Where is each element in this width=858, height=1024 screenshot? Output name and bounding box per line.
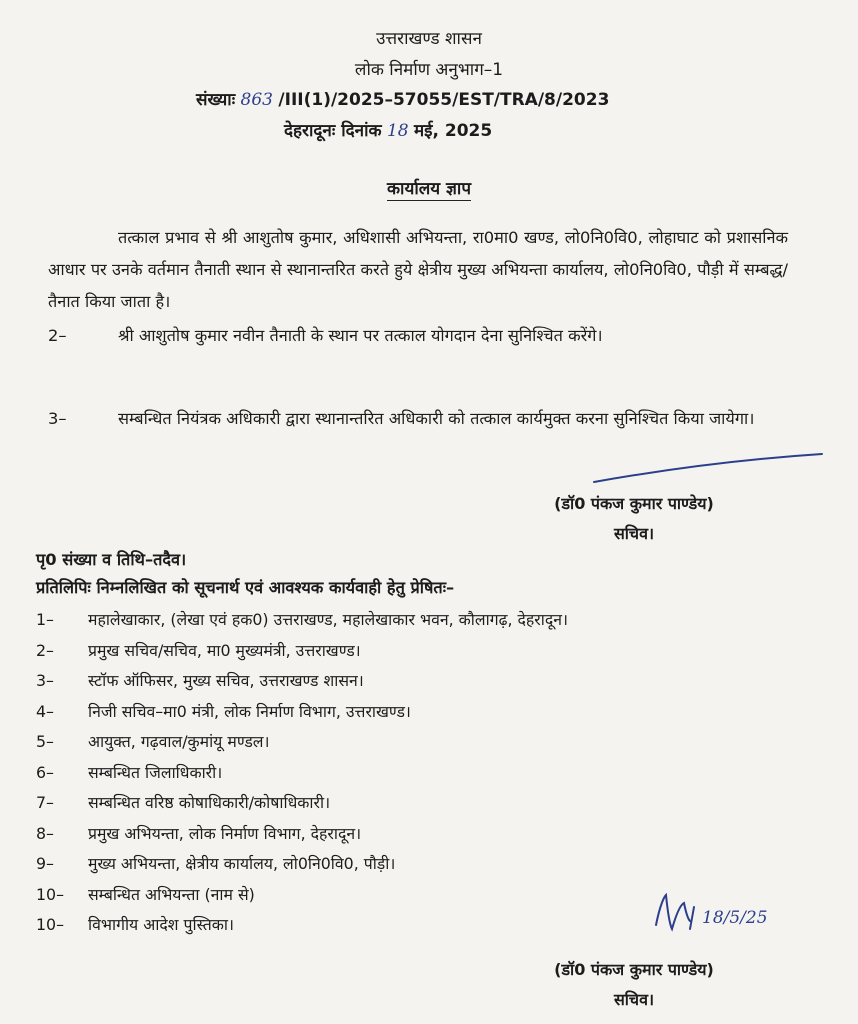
- signature-block-1: [514, 492, 754, 544]
- initials-date: 18/5/25: [702, 908, 768, 928]
- list-item: 7– सम्बन्धित वरिष्ठ कोषाधिकारी/कोषाधिकारी।: [36, 793, 331, 812]
- signatory-name: (डॉ0 पंकज कुमार पाण्डेय): [554, 494, 714, 513]
- handwritten-date: 18: [386, 121, 409, 141]
- date-label: देहरादूनः दिनांक: [284, 121, 382, 141]
- paragraph-1: तत्काल प्रभाव से श्री आशुतोष कुमार, अधिशासी अभियन्ता, रा0मा0 खण्ड, लो0नि0वि0, लोहाघाट को प्रशासनिक आधार पर उनके वर्तमान तैनाती स्थान से स्थानान्तरित करते हुये क्षेत्रीय मुख्य अभियन्ता कार्यालय, लो0नि0वि0, पौड़ी में सम्बद्ध/तैनात किया जाता है।: [48, 228, 788, 311]
- signatory-name: (डॉ0 पंकज कुमार पाण्डेय): [554, 960, 714, 979]
- list-item: 9– मुख्य अभियन्ता, क्षेत्रीय कार्यालय, लो0नि0वि0, पौड़ी।: [36, 854, 396, 873]
- paragraph-3: 3– सम्बन्धित नियंत्रक अधिकारी द्वारा स्थानान्तरित अधिकारी को तत्काल कार्यमुक्त करना सुनिश्चित किया जायेगा।: [48, 409, 755, 428]
- copy-to-heading: प्रतिलिपिः निम्नलिखित को सूचनार्थ एवं आवश्यक कार्यवाही हेतु प्रेषितः–: [36, 578, 455, 597]
- paragraph-2: 2– श्री आशुतोष कुमार नवीन तैनाती के स्थान पर तत्काल योगदान देना सुनिश्चित करेंगे।: [48, 326, 603, 345]
- signature-block-2: [514, 958, 754, 1010]
- handwritten-initials: [650, 885, 770, 945]
- signatory-designation: सचिव।: [613, 524, 655, 543]
- government-name: उत्तराखण्ड शासन: [376, 29, 482, 49]
- list-item: 4– निजी सचिव–मा0 मंत्री, लोक निर्माण विभाग, उत्तराखण्ड।: [36, 701, 411, 721]
- list-item: 10– सम्बन्धित अभियन्ता (नाम से): [36, 884, 255, 904]
- list-item: 8– प्रमुख अभियन्ता, लोक निर्माण विभाग, देहरादून।: [36, 823, 362, 843]
- list-item: 10– विभागीय आदेश पुस्तिका।: [36, 915, 234, 934]
- date-line: [284, 118, 492, 141]
- number-rest: /III(1)/2025–57055/EST/TRA/8/2023: [278, 90, 610, 110]
- list-item: 6– सम्बन्धित जिलाधिकारी।: [36, 762, 223, 782]
- endorsement-reference: पृ0 संख्या व तिथि–तदैव।: [36, 550, 187, 569]
- list-item: 1– महालेखाकार, (लेखा एवं हक0) उत्तराखण्ड, महालेखाकार भवन, कौलागढ़, देहरादून।: [36, 610, 569, 629]
- list-item: 5– आयुक्त, गढ़वाल/कुमांयू मण्डल।: [36, 732, 270, 751]
- reference-number: [196, 87, 609, 110]
- signatory-designation: सचिव।: [613, 990, 655, 1009]
- date-rest: मई, 2025: [414, 121, 493, 141]
- section-name: लोक निर्माण अनुभाग–1: [354, 60, 504, 80]
- number-label: संख्याः: [196, 90, 236, 110]
- signature-stroke: [590, 450, 830, 490]
- memo-title: कार्यालय ज्ञाप: [387, 179, 471, 199]
- handwritten-number: 863: [240, 90, 273, 110]
- list-item: 2– प्रमुख सचिव/सचिव, मा0 मुख्यमंत्री, उत्तराखण्ड।: [36, 640, 361, 660]
- list-item: 3– स्टॉफ ऑफिसर, मुख्य सचिव, उत्तराखण्ड शासन।: [36, 671, 364, 690]
